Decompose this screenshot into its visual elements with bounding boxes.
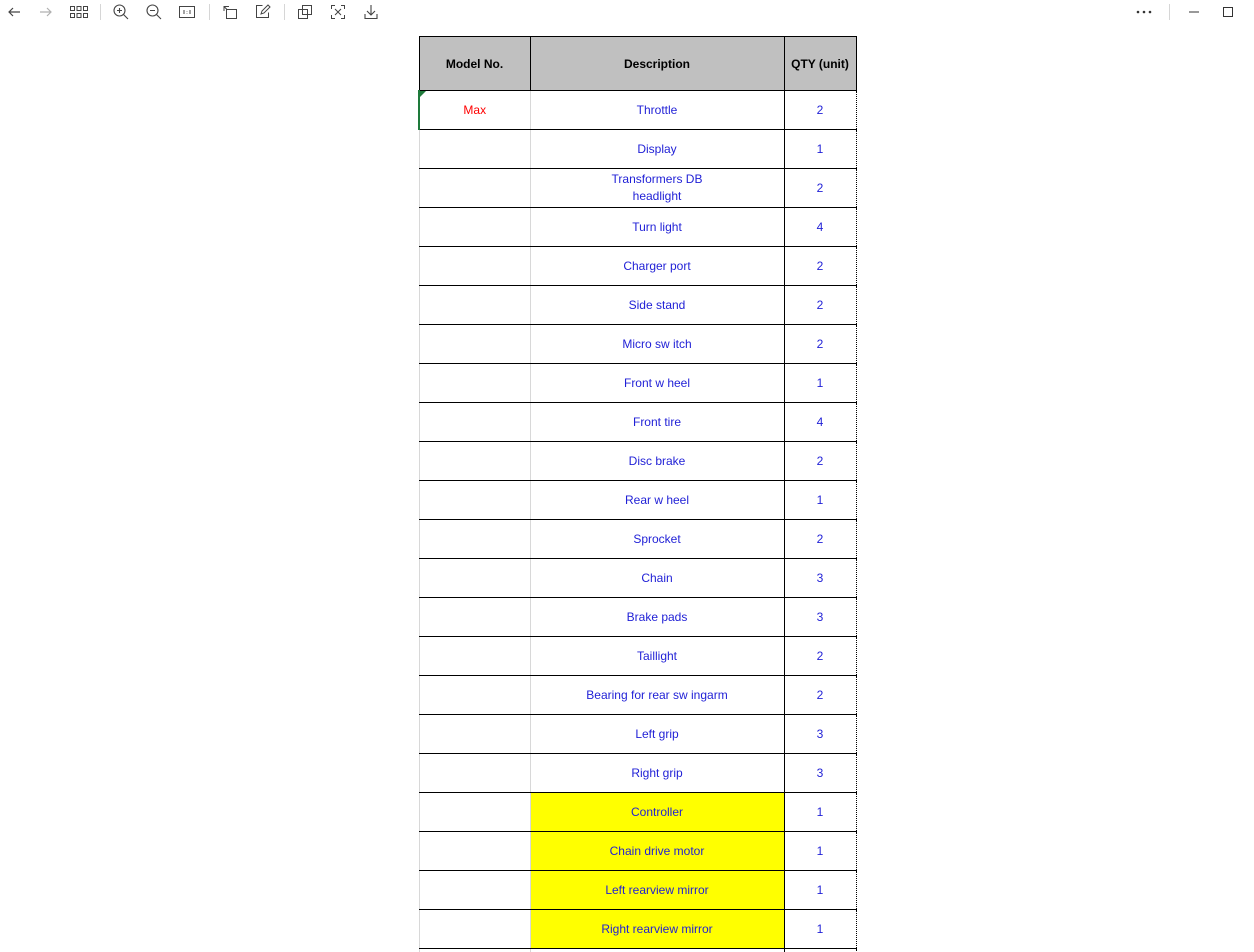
model-cell[interactable]: [419, 520, 530, 559]
table-row: [419, 403, 856, 442]
table-row: [419, 793, 856, 832]
model-cell[interactable]: [419, 754, 530, 793]
download-icon[interactable]: [361, 2, 381, 22]
table-row: [419, 871, 856, 910]
grid-view-icon[interactable]: [69, 2, 89, 22]
description-cell[interactable]: Charger port: [530, 247, 784, 286]
model-cell[interactable]: [419, 910, 530, 949]
table-row: [419, 247, 856, 286]
model-cell[interactable]: [419, 949, 530, 952]
model-cell[interactable]: [419, 247, 530, 286]
model-cell[interactable]: [419, 130, 530, 169]
qty-cell[interactable]: 2: [784, 169, 856, 208]
description-cell[interactable]: Chain: [530, 559, 784, 598]
qty-cell[interactable]: 2: [784, 442, 856, 481]
table-row: [419, 676, 856, 715]
qty-cell[interactable]: 1: [784, 832, 856, 871]
table-row: [419, 481, 856, 520]
description-cell[interactable]: Display: [530, 130, 784, 169]
back-arrow-icon[interactable]: [4, 2, 24, 22]
model-cell[interactable]: [419, 832, 530, 871]
model-cell[interactable]: [419, 208, 530, 247]
table-row: [419, 364, 856, 403]
copy-icon[interactable]: [295, 2, 315, 22]
qty-cell[interactable]: 3: [784, 754, 856, 793]
table-row: [419, 949, 856, 952]
table-row: [419, 169, 856, 208]
model-cell[interactable]: [419, 364, 530, 403]
description-cell[interactable]: Transformers DB headlight: [530, 169, 784, 208]
qty-cell[interactable]: [784, 949, 856, 952]
qty-cell[interactable]: 2: [784, 637, 856, 676]
model-cell[interactable]: [419, 286, 530, 325]
table-row: [419, 598, 856, 637]
qty-cell[interactable]: 1: [784, 130, 856, 169]
minimize-icon[interactable]: [1184, 2, 1204, 22]
actual-size-icon[interactable]: [177, 2, 197, 22]
table-row: [419, 559, 856, 598]
table-row: [419, 208, 856, 247]
qty-cell[interactable]: 1: [784, 871, 856, 910]
description-cell[interactable]: Left grip: [530, 715, 784, 754]
table-row: [419, 754, 856, 793]
edit-icon[interactable]: [253, 2, 273, 22]
description-cell[interactable]: Chain drive motor: [530, 832, 784, 871]
more-icon[interactable]: [1134, 2, 1154, 22]
qty-cell[interactable]: 1: [784, 364, 856, 403]
model-cell[interactable]: [419, 559, 530, 598]
table-row: [419, 286, 856, 325]
model-cell[interactable]: [419, 169, 530, 208]
model-cell[interactable]: [419, 793, 530, 832]
description-cell[interactable]: Disc brake: [530, 442, 784, 481]
description-cell[interactable]: Side stand: [530, 286, 784, 325]
model-cell[interactable]: Max: [419, 91, 530, 130]
qty-cell[interactable]: 1: [784, 481, 856, 520]
model-cell[interactable]: [419, 403, 530, 442]
header-row: [419, 37, 856, 91]
table-row: [419, 910, 856, 949]
model-cell[interactable]: [419, 442, 530, 481]
description-cell[interactable]: Sprocket: [530, 520, 784, 559]
description-cell[interactable]: Turn light: [530, 208, 784, 247]
model-cell[interactable]: [419, 598, 530, 637]
description-cell[interactable]: Throttle: [530, 91, 784, 130]
parts-table: [418, 36, 857, 952]
description-cell[interactable]: Left rearview mirror: [530, 871, 784, 910]
qty-cell[interactable]: 3: [784, 715, 856, 754]
table-row: [419, 715, 856, 754]
description-cell[interactable]: Brake pads: [530, 598, 784, 637]
description-cell[interactable]: Controller: [530, 793, 784, 832]
qty-cell[interactable]: 2: [784, 286, 856, 325]
description-cell[interactable]: Right grip: [530, 754, 784, 793]
model-cell[interactable]: [419, 715, 530, 754]
spreadsheet-page: [418, 36, 858, 952]
qty-cell[interactable]: 2: [784, 520, 856, 559]
header-description: Description: [530, 37, 784, 91]
qty-cell[interactable]: 3: [784, 559, 856, 598]
table-row: [419, 91, 856, 130]
table-row: [419, 325, 856, 364]
description-cell[interactable]: Bearing for rear sw ingarm: [530, 676, 784, 715]
description-cell[interactable]: Right rearview mirror: [530, 910, 784, 949]
table-row: [419, 520, 856, 559]
description-cell[interactable]: Rear w heel: [530, 481, 784, 520]
qty-cell[interactable]: 2: [784, 247, 856, 286]
model-cell[interactable]: [419, 676, 530, 715]
zoom-in-icon[interactable]: [111, 2, 131, 22]
qty-cell[interactable]: 2: [784, 91, 856, 130]
qty-cell[interactable]: 4: [784, 208, 856, 247]
model-cell[interactable]: [419, 871, 530, 910]
viewer-toolbar: [0, 0, 1254, 24]
model-cell[interactable]: [419, 637, 530, 676]
table-row: [419, 637, 856, 676]
maximize-icon[interactable]: [1218, 2, 1238, 22]
description-cell[interactable]: Front tire: [530, 403, 784, 442]
model-cell[interactable]: [419, 481, 530, 520]
model-cell[interactable]: [419, 325, 530, 364]
description-cell[interactable]: [530, 949, 784, 952]
table-row: [419, 832, 856, 871]
table-row: [419, 130, 856, 169]
forward-arrow-icon[interactable]: [36, 2, 56, 22]
header-qty: QTY (unit): [784, 37, 856, 91]
header-model-no: Model No.: [419, 37, 530, 91]
qty-cell[interactable]: 1: [784, 793, 856, 832]
fullscreen-icon[interactable]: [328, 2, 348, 22]
qty-cell[interactable]: 2: [784, 325, 856, 364]
table-row: [419, 442, 856, 481]
rotate-icon[interactable]: [220, 2, 240, 22]
qty-cell[interactable]: 1: [784, 910, 856, 949]
description-cell[interactable]: Taillight: [530, 637, 784, 676]
description-cell[interactable]: Front w heel: [530, 364, 784, 403]
qty-cell[interactable]: 4: [784, 403, 856, 442]
qty-cell[interactable]: 3: [784, 598, 856, 637]
zoom-out-icon[interactable]: [144, 2, 164, 22]
description-cell[interactable]: Micro sw itch: [530, 325, 784, 364]
qty-cell[interactable]: 2: [784, 676, 856, 715]
